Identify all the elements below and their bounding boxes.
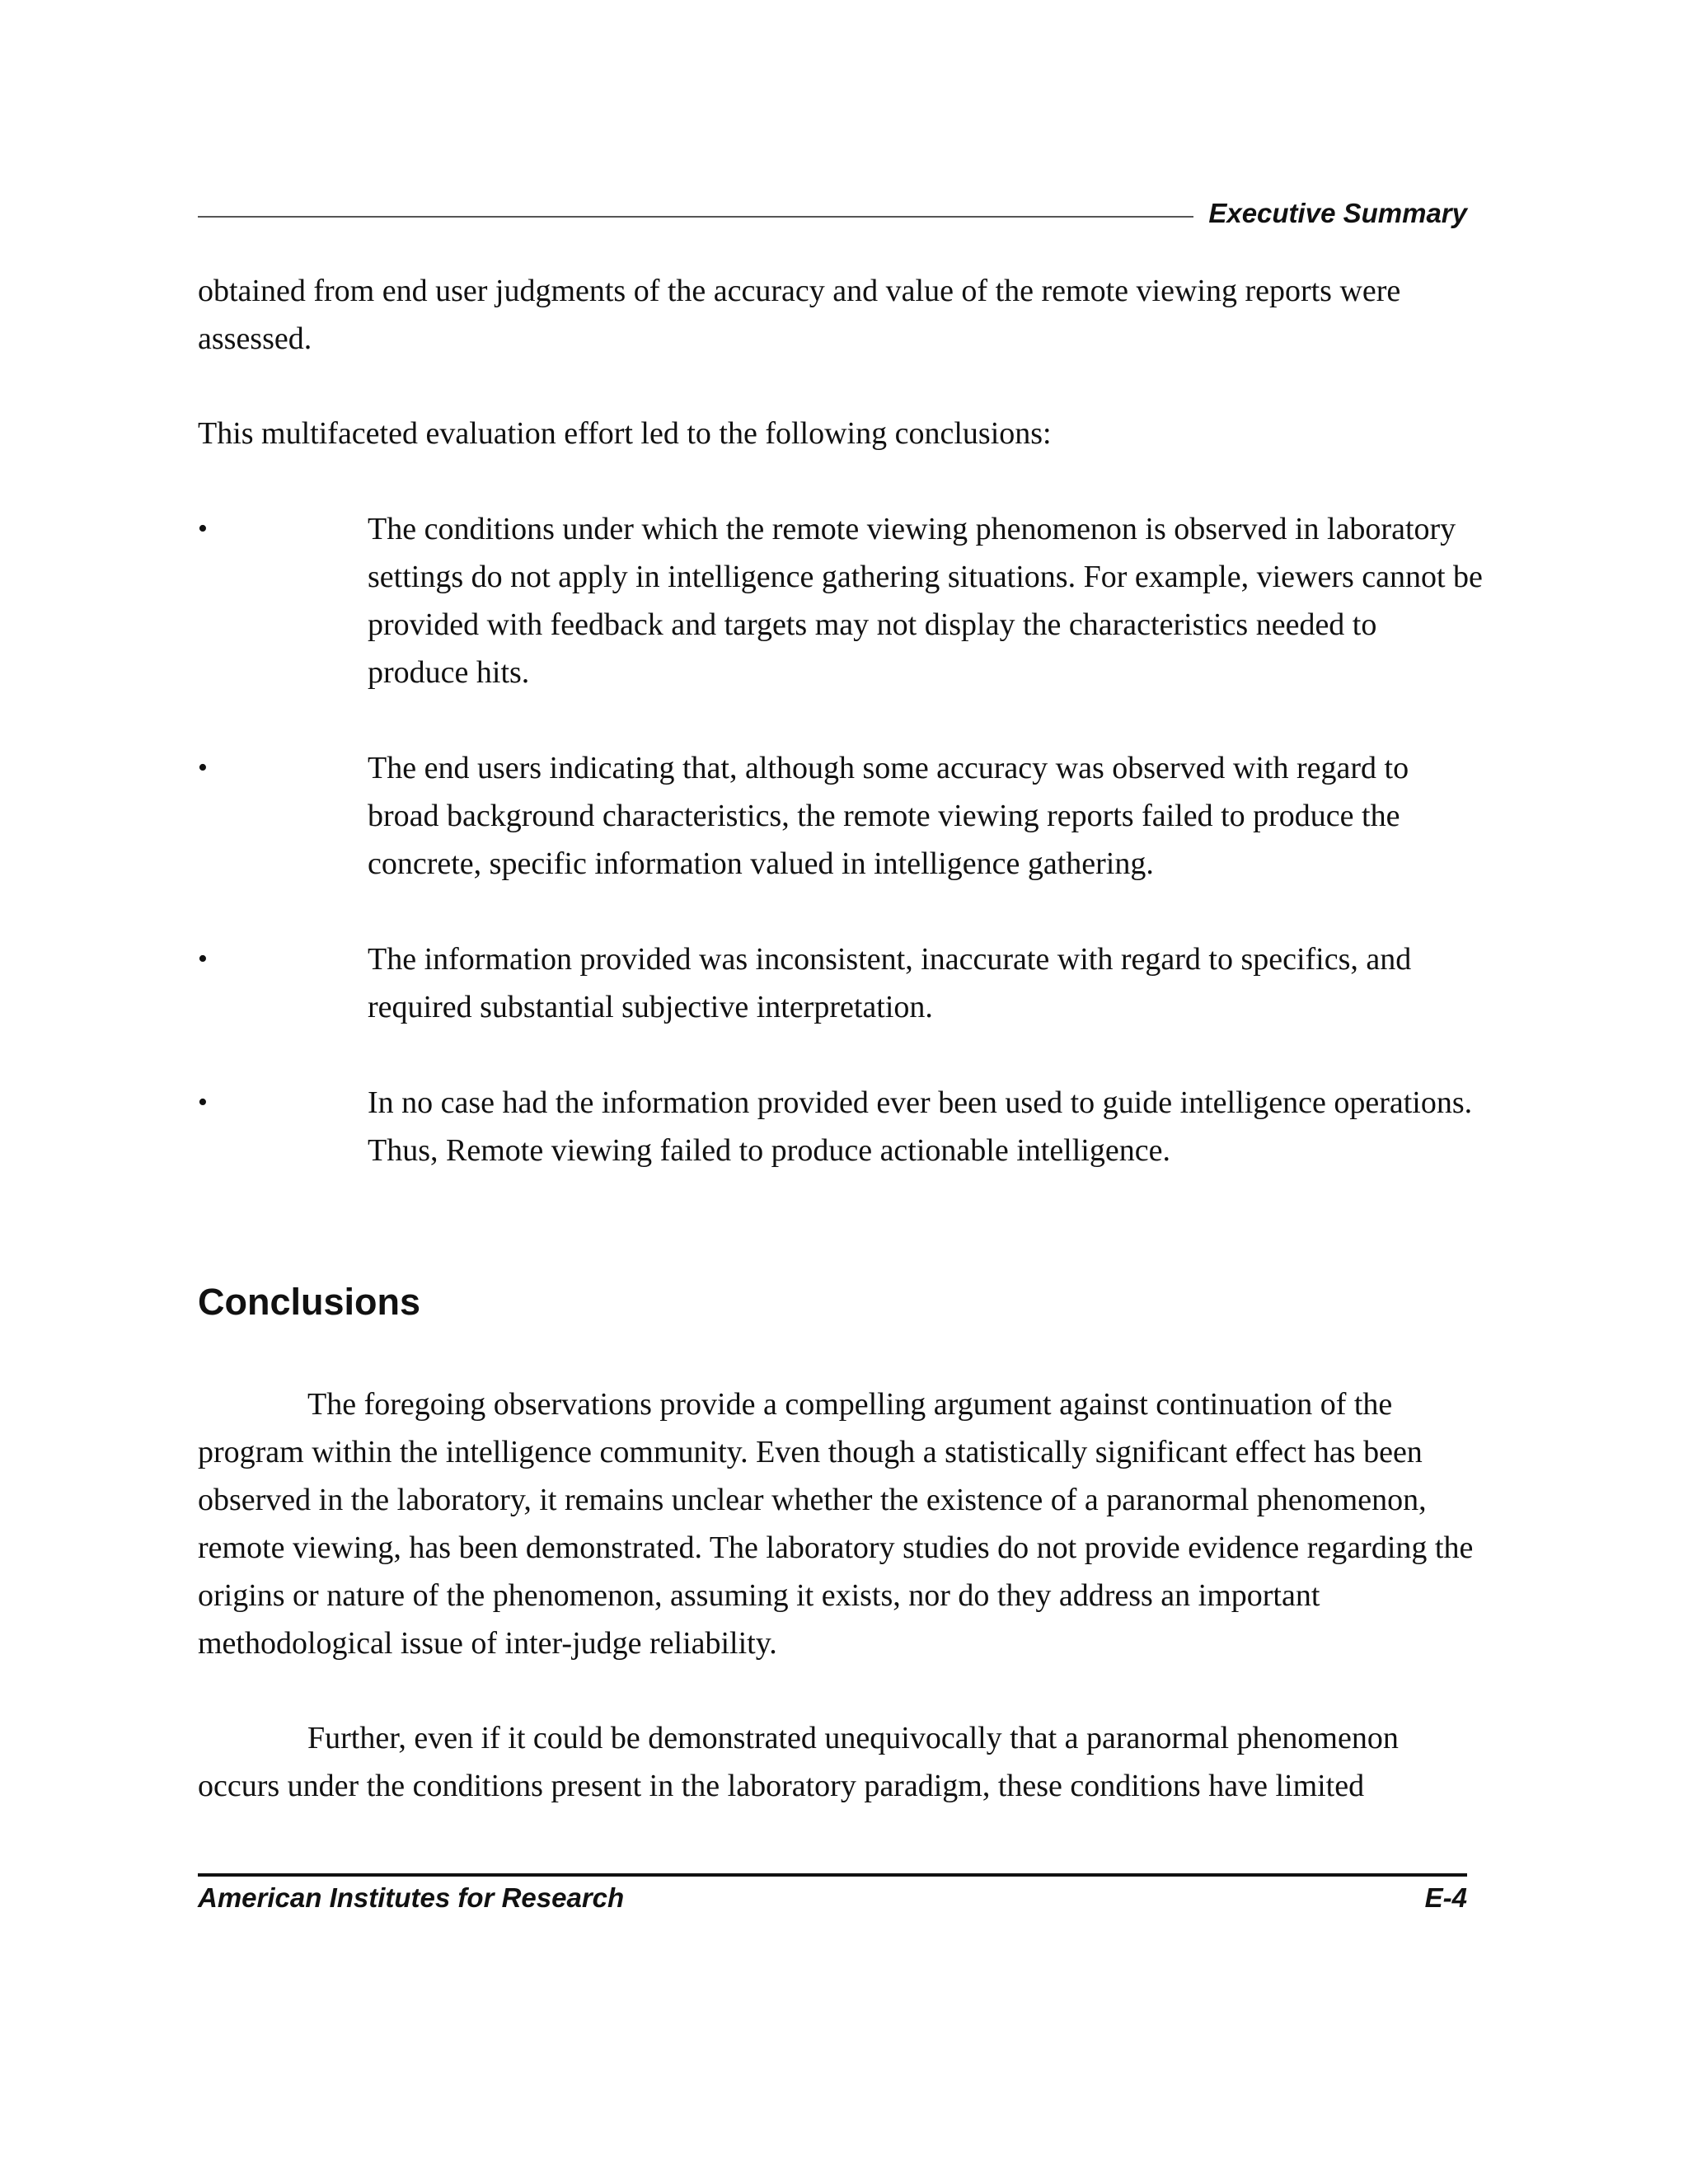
bullet-icon: • <box>198 1087 208 1118</box>
header-rule <box>198 216 1193 218</box>
bullet-text: The conditions under which the remote viewing phenomenon is observed in laboratory settings do not apply in intelligence gathering situations. For example, viewers cannot be provided with feedback and targets may not display the characteristics needed to produce hits. <box>368 512 1483 690</box>
footer-organization: American Institutes for Research <box>198 1882 625 1913</box>
findings-bullet-list <box>198 505 1484 1222</box>
bullet-item <box>198 1079 1484 1174</box>
bullet-icon: • <box>198 944 208 974</box>
intro-paragraph: This multifaceted evaluation effort led to the following conclusions: <box>198 416 1052 451</box>
footer-page-number: E-4 <box>1424 1882 1467 1913</box>
bullet-text: The information provided was inconsistent, inaccurate with regard to specifics, and required substantial subjective interpretation. <box>368 942 1412 1024</box>
running-header-title: Executive Summary <box>1208 198 1467 228</box>
page-footer <box>198 1873 1467 1915</box>
page-header <box>198 197 1467 230</box>
bullet-text: The end users indicating that, although some accuracy was observed with regard to broad background characteristics, the remote viewing reports failed to produce the concrete, specific information valued in intelligence gathering. <box>368 751 1409 881</box>
bullet-icon: • <box>198 752 208 783</box>
continuation-paragraph: obtained from end user judgments of the accuracy and value of the remote viewing reports were assessed. <box>198 274 1401 356</box>
bullet-item <box>198 744 1484 888</box>
bullet-icon: • <box>198 513 208 544</box>
bullet-text: In no case had the information provided ever been used to guide intelligence operations. Thus, Remote viewing failed to produce actionable intelligence. <box>368 1085 1473 1168</box>
bullet-item <box>198 935 1484 1031</box>
conclusions-paragraph: The foregoing observations provide a compelling argument against continuation of the program within the intelligence community. Even though a statistically significant effect has been observed in the laboratory, it remains unclear whether the existence of a paranormal phenomenon, remote viewing, has been demonstrated. The laboratory studies do not provide evidence regarding the origins or nature of the phenomenon, assuming it exists, nor do they address an important methodological issue of inter-judge reliability. <box>198 1387 1474 1661</box>
bullet-item <box>198 505 1484 696</box>
conclusions-heading: Conclusions <box>198 1281 421 1323</box>
conclusions-paragraph: Further, even if it could be demonstrated unequivocally that a paranormal phenomenon occurs under the conditions present in the laboratory paradigm, these conditions have limited <box>198 1721 1399 1803</box>
